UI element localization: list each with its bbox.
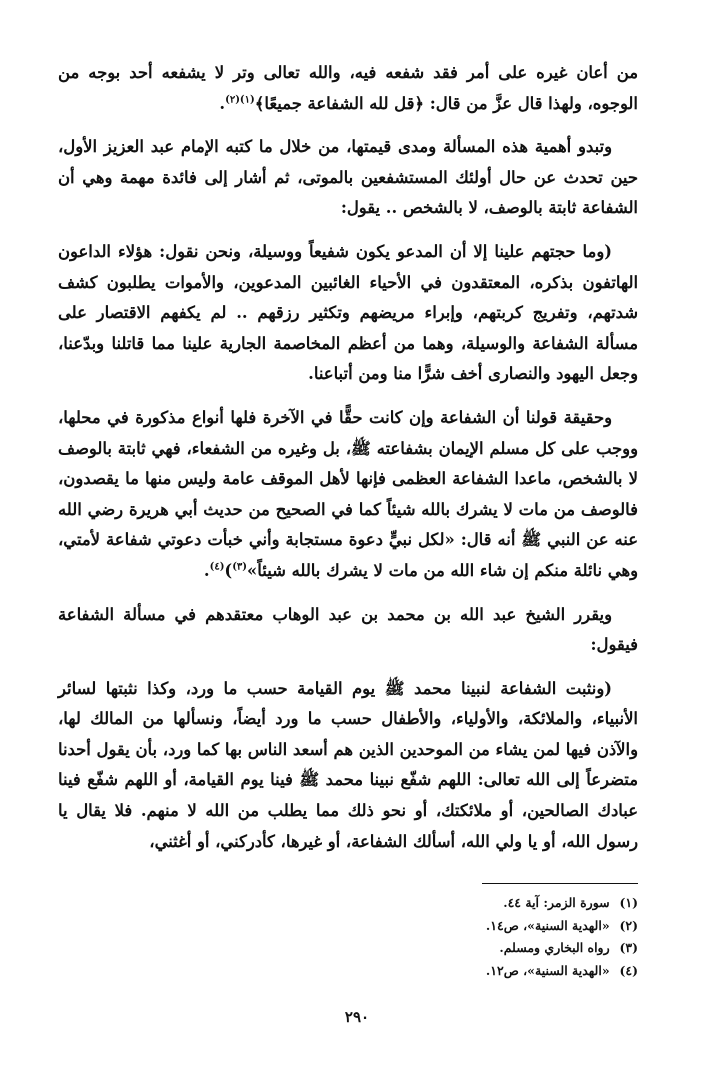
paragraph-5: ويقرر الشيخ عبد الله بن محمد بن عبد الوهاب معتقدهم في مسألة الشفاعة فيقول:	[58, 604, 638, 655]
footnote-3: (٣) رواه البخاري ومسلم.	[499, 940, 638, 956]
paragraph-6: (ونثبت الشفاعة لنبينا محمد ﷺ يوم القيامة حسب ما ورد، وكذا نثبتها لسائر الأنبياء، والملائكة، والأولياء، والأطفال حسب ما ورد أيضاً، ونسألها من المالك لها، والآذن فيها لمن يشاء من الموحدين الذين هم أسعد الناس بها كما ورد، بأن يقول أحدنا متضرعاً إلى الله تعالى: اللهم شفّع نبينا محمد ﷺ فينا يوم القيامة، أو اللهم شفّع فينا عبادك الصالحين، أو ملائكتك، أو نحو ذلك مما يطلب من الله لا منهم. فلا يقال يا رسول الله، أو يا ولي الله، أسألك الشفاعة، أو غيرها، كأدركني، أو أغثني،	[58, 678, 638, 851]
footnote-ref: (٣)	[232, 561, 248, 573]
page-number: ٢٩٠	[344, 1008, 370, 1026]
footnotes	[300, 892, 638, 982]
paragraph-2: وتبدو أهمية هذه المسألة ومدى قيمتها، من خلال ما كتبه الإمام عبد العزيز الأول، حين تحدث عن حال أولئك المستشفعين بالموتى، ثم أشار إلى فائدة مهمة وهي أن الشفاعة ثابتة بالوصف، لا بالشخص .. يقول:	[58, 137, 638, 218]
footnote-ref: (٤)	[209, 561, 225, 573]
footnote-ref: (١)(٢)	[225, 94, 255, 106]
paragraph-4: وحقيقة قولنا أن الشفاعة وإن كانت حقًّا في الآخرة فلها أنواع مذكورة في محلها، ووجب على كل مسلم الإيمان بشفاعته ﷺ، بل وغيره من الشفعاء، فهي ثابتة بالوصف لا بالشخص، ماعدا الشفاعة العظمى فإنها لأهل الموقف عامة وليس منها ما يقصدون، فالوصف من مات لا يشرك بالله شيئاً كما في الصحيح من حديث أبي هريرة رضي الله عنه عن النبي ﷺ أنه قال: «لكل نبيٍّ دعوة مستجابة وأني خبأت دعوتي شفاعة لأمتي، وهي نائلة منكم إن شاء الله من مات لا يشرك بالله شيئاً»$^{(٣)}$)$^{(٤)}$.	[58, 407, 638, 580]
paragraph-1: من أعان غيره على أمر فقد شفعه فيه، والله تعالى وتر لا يشفعه أحد بوجه من الوجوه، ولهذا قال عزَّ من قال: ﴿قل لله الشفاعة جميعًا﴾$^{(١)(٢)}$.	[58, 63, 638, 113]
footnote-2: (٢) «الهدية السنية»، ص١٤.	[485, 917, 638, 933]
paragraph-3: (وما حجتهم علينا إلا أن المدعو يكون شفيعاً ووسيلة، ونحن نقول: هؤلاء الداعون الهاتفون بذكره، المعتقدون في الأحياء الغائبين المدعوين، والأموات يطلبون كشف شدتهم، وتفريج كربتهم، وإبراء مريضهم وتكثير رزقهم .. لم يكفهم الاقتصار على مسألة الشفاعة والوسيلة، وهما من أعظم المخاصمة الجارية علينا مما قاتلنا وبدّعنا، وجعل اليهود والنصارى أخف شرًّا منا ومن أتباعنا.	[58, 241, 638, 384]
main-text	[58, 58, 638, 870]
footnote-1: (١) سورة الزمر: آية ٤٤.	[503, 895, 638, 910]
footnote-divider	[482, 883, 638, 884]
footnote-4: (٤) «الهدية السنية»، ص١٢.	[485, 962, 638, 978]
